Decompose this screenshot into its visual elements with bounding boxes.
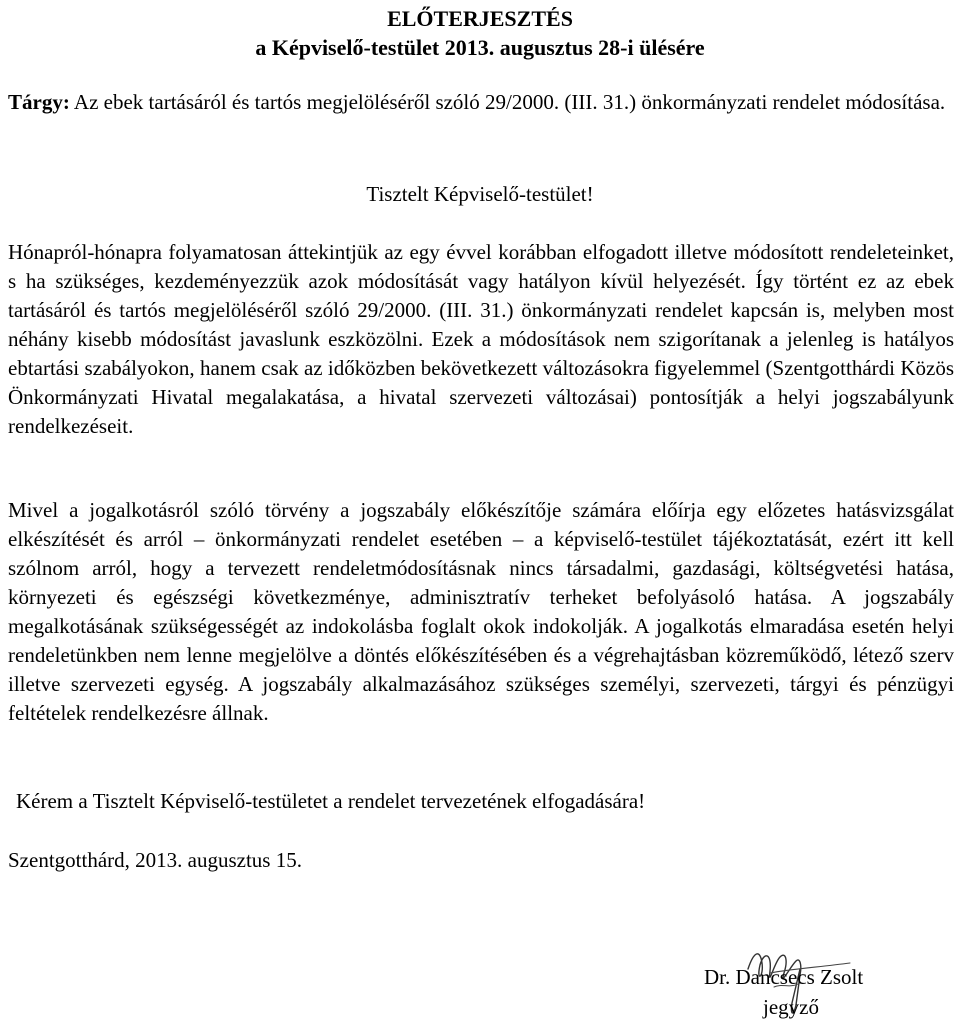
signatory-name: Dr. Dancsecs Zsolt <box>704 965 864 989</box>
salutation: Tisztelt Képviselő-testület! <box>366 182 594 206</box>
body-paragraph-1: Hónapról-hónapra folyamatosan áttekintjük az egy évvel korábban elfogadott illetve módosított rendeleteinket, s ha szükséges, kezdeményezzük azok módosítását vagy hatályon kívül helyezését. Így történt ez az ebek tartásáról és tartós megjelöléséről szóló 29/2000. (III. 31.) önkormányzati rendelet kapcsán is, melyben most néhány kisebb módosítást javaslunk eszközölni. Ezek a módosítások nem szigorítanak a jelenleg is hatályos ebtartási szabályokon, hanem csak az időközben bekövetkezett változásokra figyelemmel (Szentgotthárdi Közös Önkormányzati Hivatal megalakatása, a hivatal szervezeti változásai) pontosítják a helyi jogszabályunk rendelkezéseit. <box>8 240 954 438</box>
signature-block <box>700 945 920 1021</box>
subject-text: Az ebek tartásáról és tartós megjelöléséről szóló 29/2000. (III. 31.) önkormányzati rendelet módosítása. <box>73 90 946 114</box>
document-subtitle: a Képviselő-testület 2013. augusztus 28-i ülésére <box>255 35 705 60</box>
document-title: ELŐTERJESZTÉS <box>387 6 573 31</box>
subject-line <box>8 88 954 117</box>
body-paragraph-2: Mivel a jogalkotásról szóló törvény a jogszabály előkészítője számára előírja egy előzetes hatásvizsgálat elkészítését és arról – önkormányzati rendelet esetében – a képviselő-testület tájékoztatását, ezért itt kell szólnom arról, hogy a tervezett rendeletmódosításnak nincs társadalmi, gazdasági, költségvetési hatása, környezeti és egészségi következménye, adminisztratív terheket befolyásoló hatása. A jogszabály megalkotásának szükségességét az indokolásba foglalt okok indokolják. A jogalkotás elmaradása esetén helyi rendeletünkben nem lenne megjelölve a döntés előkészítésében és a végrehajtásban közreműködő, létező szerv illetve szervezeti egység. A jogszabály alkalmazásához szükséges személyi, szervezeti, tárgyi és pénzügyi feltételek rendelkezésre állnak. <box>8 498 954 725</box>
place-date: Szentgotthárd, 2013. augusztus 15. <box>8 848 302 872</box>
request-line: Kérem a Tisztelt Képviselő-testületet a rendelet tervezetének elfogadására! <box>16 789 646 813</box>
signatory-role: jegyző <box>763 995 819 1019</box>
subject-label: Tárgy: <box>8 90 70 114</box>
